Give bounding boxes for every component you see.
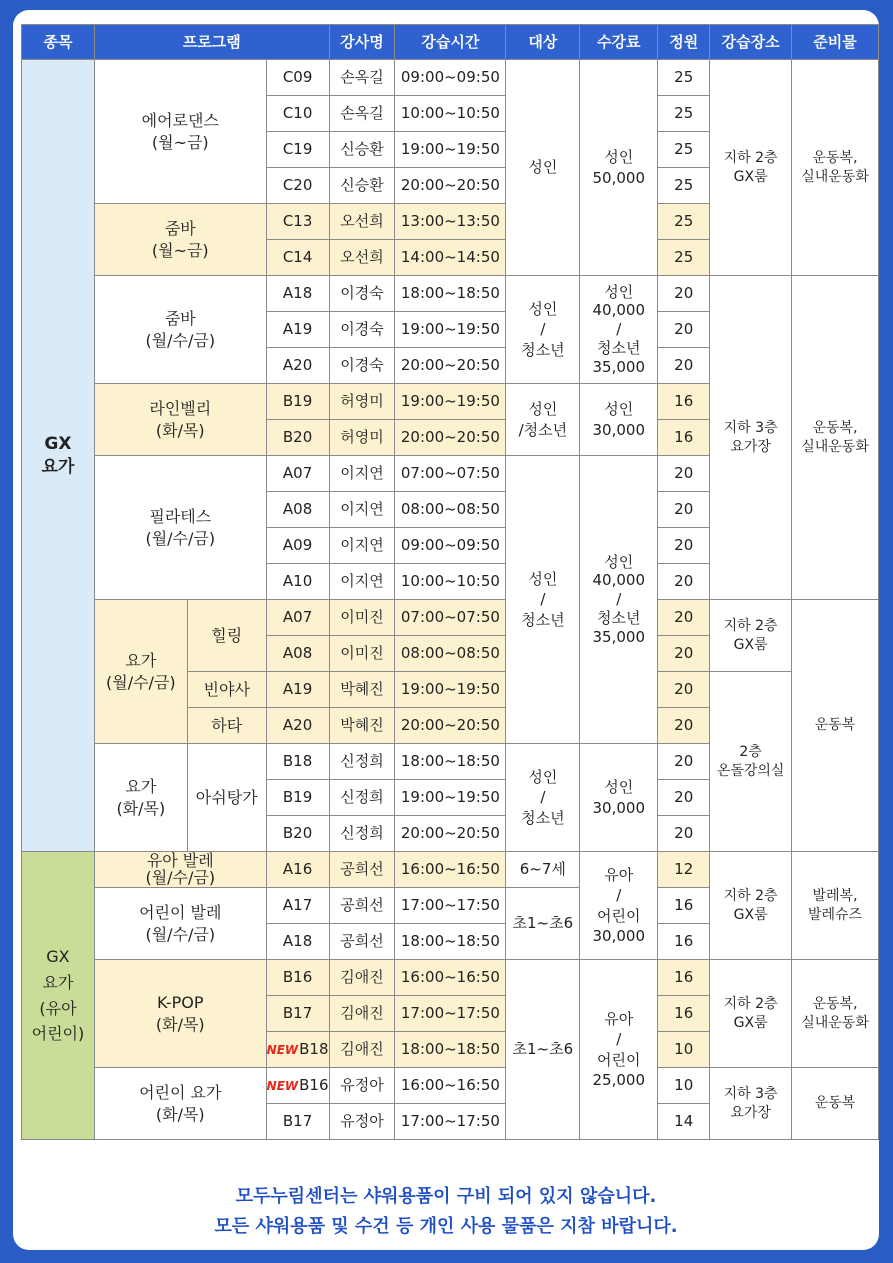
fee: 유아 / 어린이 25,000 <box>580 960 658 1140</box>
fee: 성인 30,000 <box>580 744 658 852</box>
capacity: 10 <box>658 1032 710 1068</box>
class-code: B20 <box>266 420 329 456</box>
fee: 성인 40,000 / 청소년 35,000 <box>580 276 658 384</box>
class-time: 08:00~08:50 <box>395 636 506 672</box>
target: 성인 / 청소년 <box>506 276 580 384</box>
header-target: 대상 <box>506 25 580 60</box>
category-gx-yoga-kids: GX 요가 (유아 어린이) <box>22 852 95 1140</box>
place: 지하 2층 GX룸 <box>710 852 792 960</box>
class-code: A16 <box>266 852 329 888</box>
capacity: 16 <box>658 384 710 420</box>
teacher-name: 오선희 <box>329 240 395 276</box>
place: 지하 3층 요가장 <box>710 1068 792 1140</box>
class-time: 10:00~10:50 <box>395 564 506 600</box>
program-name: 줌바 (월/수/금) <box>94 276 266 384</box>
class-time: 18:00~18:50 <box>395 1032 506 1068</box>
teacher-name: 이지연 <box>329 492 395 528</box>
header-category: 종목 <box>22 25 95 60</box>
target: 성인 /청소년 <box>506 384 580 456</box>
supplies: 운동복, 실내운동화 <box>792 960 879 1068</box>
capacity: 20 <box>658 744 710 780</box>
table-row <box>22 600 879 636</box>
program-name: 요가 (화/목) <box>94 744 187 852</box>
class-time: 17:00~17:50 <box>395 888 506 924</box>
teacher-name: 이경숙 <box>329 348 395 384</box>
class-time: 08:00~08:50 <box>395 492 506 528</box>
supplies: 운동복 <box>792 1068 879 1140</box>
class-code: A07 <box>266 600 329 636</box>
class-time: 19:00~19:50 <box>395 672 506 708</box>
class-time: 20:00~20:50 <box>395 816 506 852</box>
class-code: B18 <box>299 1040 329 1059</box>
program-name: 라인벨리 (화/목) <box>94 384 266 456</box>
teacher-name: 이지연 <box>329 456 395 492</box>
class-code: A10 <box>266 564 329 600</box>
teacher-name: 오선희 <box>329 204 395 240</box>
class-time: 14:00~14:50 <box>395 240 506 276</box>
target: 성인 / 청소년 <box>506 456 580 744</box>
place: 지하 2층 GX룸 <box>710 960 792 1068</box>
class-time: 17:00~17:50 <box>395 996 506 1032</box>
place: 2층 온돌강의실 <box>710 672 792 852</box>
teacher-name: 공희선 <box>329 852 395 888</box>
program-name: 유아 발레 (월/수/금) <box>94 852 266 888</box>
new-badge: NEW <box>266 1043 299 1058</box>
capacity: 20 <box>658 564 710 600</box>
class-code: A19 <box>266 312 329 348</box>
teacher-name: 이미진 <box>329 600 395 636</box>
notice-line-1: 모두누림센터는 샤워용품이 구비 되어 있지 않습니다. <box>235 1186 657 1207</box>
class-code-new <box>266 1032 329 1068</box>
teacher-name: 신승환 <box>329 132 395 168</box>
header-row <box>22 25 879 60</box>
teacher-name: 신승환 <box>329 168 395 204</box>
sub-program: 빈야사 <box>187 672 266 708</box>
header-time: 강습시간 <box>395 25 506 60</box>
capacity: 20 <box>658 672 710 708</box>
class-code: A20 <box>266 348 329 384</box>
schedule-table <box>21 24 879 1140</box>
capacity: 20 <box>658 780 710 816</box>
sub-program: 하타 <box>187 708 266 744</box>
class-time: 18:00~18:50 <box>395 744 506 780</box>
class-time: 09:00~09:50 <box>395 528 506 564</box>
place: 지하 2층 GX룸 <box>710 60 792 276</box>
header-teacher: 강사명 <box>329 25 395 60</box>
class-code: A08 <box>266 636 329 672</box>
class-time: 19:00~19:50 <box>395 384 506 420</box>
capacity: 25 <box>658 168 710 204</box>
teacher-name: 이경숙 <box>329 276 395 312</box>
supplies: 운동복, 실내운동화 <box>792 276 879 600</box>
target: 성인 / 청소년 <box>506 744 580 852</box>
capacity: 25 <box>658 60 710 96</box>
supplies: 운동복, 실내운동화 <box>792 60 879 276</box>
program-name: 에어로댄스 (월~금) <box>94 60 266 204</box>
teacher-name: 신정희 <box>329 816 395 852</box>
target: 초1~초6 <box>506 888 580 960</box>
teacher-name: 김애진 <box>329 960 395 996</box>
class-time: 10:00~10:50 <box>395 96 506 132</box>
class-code: B19 <box>266 780 329 816</box>
fee: 성인 50,000 <box>580 60 658 276</box>
class-code-new <box>266 1068 329 1104</box>
fee: 성인 40,000 / 청소년 35,000 <box>580 456 658 744</box>
class-code: B17 <box>266 1104 329 1140</box>
class-code: A07 <box>266 456 329 492</box>
teacher-name: 유정아 <box>329 1068 395 1104</box>
capacity: 25 <box>658 204 710 240</box>
class-code: B18 <box>266 744 329 780</box>
capacity: 20 <box>658 456 710 492</box>
capacity: 10 <box>658 1068 710 1104</box>
class-code: A08 <box>266 492 329 528</box>
class-time: 18:00~18:50 <box>395 924 506 960</box>
capacity: 20 <box>658 600 710 636</box>
teacher-name: 신정희 <box>329 780 395 816</box>
class-code: A18 <box>266 924 329 960</box>
program-name: 어린이 발레 (월/수/금) <box>94 888 266 960</box>
teacher-name: 박혜진 <box>329 672 395 708</box>
table-row <box>22 1068 879 1104</box>
class-code: A20 <box>266 708 329 744</box>
program-name: 어린이 요가 (화/목) <box>94 1068 266 1140</box>
capacity: 16 <box>658 420 710 456</box>
capacity: 14 <box>658 1104 710 1140</box>
teacher-name: 허영미 <box>329 420 395 456</box>
header-supplies: 준비물 <box>792 25 879 60</box>
program-name: 줌바 (월~금) <box>94 204 266 276</box>
category-gx-yoga: GX 요가 <box>22 60 95 852</box>
capacity: 20 <box>658 348 710 384</box>
class-time: 19:00~19:50 <box>395 132 506 168</box>
target: 성인 <box>506 60 580 276</box>
class-time: 07:00~07:50 <box>395 456 506 492</box>
class-code: A17 <box>266 888 329 924</box>
class-code: C10 <box>266 96 329 132</box>
teacher-name: 이경숙 <box>329 312 395 348</box>
table-row <box>22 60 879 96</box>
class-code: B19 <box>266 384 329 420</box>
notice-line-2: 모든 샤워용품 및 수건 등 개인 사용 물품은 지참 바랍니다. <box>214 1216 678 1237</box>
capacity: 16 <box>658 924 710 960</box>
program-name: 필라테스 (월/수/금) <box>94 456 266 600</box>
class-time: 09:00~09:50 <box>395 60 506 96</box>
teacher-name: 손옥길 <box>329 96 395 132</box>
teacher-name: 신정희 <box>329 744 395 780</box>
teacher-name: 김애진 <box>329 996 395 1032</box>
class-code: C19 <box>266 132 329 168</box>
teacher-name: 손옥길 <box>329 60 395 96</box>
teacher-name: 유정아 <box>329 1104 395 1140</box>
teacher-name: 이지연 <box>329 528 395 564</box>
schedule-sheet <box>13 10 879 1250</box>
table-row <box>22 276 879 312</box>
class-code: B17 <box>266 996 329 1032</box>
capacity: 20 <box>658 708 710 744</box>
capacity: 20 <box>658 312 710 348</box>
target: 초1~초6 <box>506 960 580 1140</box>
capacity: 20 <box>658 528 710 564</box>
teacher-name: 공희선 <box>329 888 395 924</box>
teacher-name: 이지연 <box>329 564 395 600</box>
class-time: 19:00~19:50 <box>395 780 506 816</box>
program-name: K-POP (화/목) <box>94 960 266 1068</box>
class-code: A09 <box>266 528 329 564</box>
class-time: 16:00~16:50 <box>395 852 506 888</box>
class-code: C13 <box>266 204 329 240</box>
capacity: 25 <box>658 240 710 276</box>
capacity: 20 <box>658 636 710 672</box>
class-code: B16 <box>299 1076 329 1095</box>
teacher-name: 박혜진 <box>329 708 395 744</box>
class-time: 07:00~07:50 <box>395 600 506 636</box>
capacity: 16 <box>658 888 710 924</box>
table-row <box>22 852 879 888</box>
new-badge: NEW <box>266 1079 299 1094</box>
header-place: 강습장소 <box>710 25 792 60</box>
target: 6~7세 <box>506 852 580 888</box>
teacher-name: 공희선 <box>329 924 395 960</box>
capacity: 20 <box>658 276 710 312</box>
place: 지하 2층 GX룸 <box>710 600 792 672</box>
class-code: B20 <box>266 816 329 852</box>
capacity: 16 <box>658 960 710 996</box>
class-time: 17:00~17:50 <box>395 1104 506 1140</box>
capacity: 12 <box>658 852 710 888</box>
teacher-name: 이미진 <box>329 636 395 672</box>
header-program: 프로그램 <box>94 25 329 60</box>
class-time: 20:00~20:50 <box>395 168 506 204</box>
class-time: 20:00~20:50 <box>395 420 506 456</box>
teacher-name: 허영미 <box>329 384 395 420</box>
class-time: 16:00~16:50 <box>395 1068 506 1104</box>
fee: 성인 30,000 <box>580 384 658 456</box>
capacity: 25 <box>658 96 710 132</box>
capacity: 16 <box>658 996 710 1032</box>
capacity: 20 <box>658 492 710 528</box>
header-capacity: 정원 <box>658 25 710 60</box>
class-code: B16 <box>266 960 329 996</box>
class-time: 18:00~18:50 <box>395 276 506 312</box>
fee: 유아 / 어린이 30,000 <box>580 852 658 960</box>
header-fee: 수강료 <box>580 25 658 60</box>
program-name: 요가 (월/수/금) <box>94 600 187 744</box>
capacity: 25 <box>658 132 710 168</box>
sub-program: 아쉬탕가 <box>187 744 266 852</box>
teacher-name: 김애진 <box>329 1032 395 1068</box>
table-row <box>22 960 879 996</box>
sub-program: 힐링 <box>187 600 266 672</box>
class-code: A19 <box>266 672 329 708</box>
supplies: 발레복, 발레슈즈 <box>792 852 879 960</box>
class-code: C09 <box>266 60 329 96</box>
class-code: C14 <box>266 240 329 276</box>
place: 지하 3층 요가장 <box>710 276 792 600</box>
class-time: 16:00~16:50 <box>395 960 506 996</box>
class-time: 19:00~19:50 <box>395 312 506 348</box>
class-code: A18 <box>266 276 329 312</box>
supplies: 운동복 <box>792 600 879 852</box>
class-time: 20:00~20:50 <box>395 348 506 384</box>
class-code: C20 <box>266 168 329 204</box>
class-time: 20:00~20:50 <box>395 708 506 744</box>
capacity: 20 <box>658 816 710 852</box>
class-time: 13:00~13:50 <box>395 204 506 240</box>
